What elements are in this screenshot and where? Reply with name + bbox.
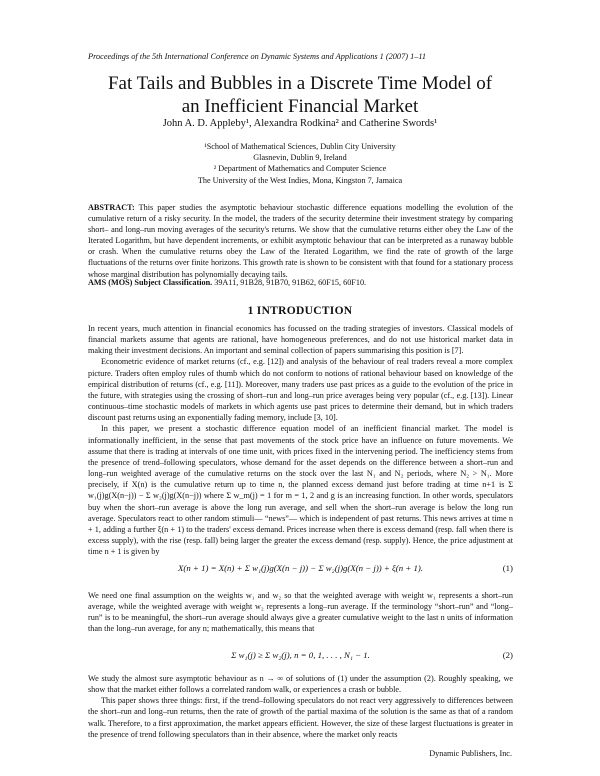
affiliation-line: ¹School of Mathematical Sciences, Dublin City University	[204, 142, 396, 151]
paragraph: We study the almost sure asymptotic behaviour as n → ∞ of solutions of (1) under the assumption (2). Roughly speaking, we show that the market either follows a correlated random walk, or experiences a crash or bubble.	[88, 674, 513, 695]
closing-paragraphs	[88, 673, 513, 740]
paragraph: In recent years, much attention in financial economics has focussed on the trading strategies of investors. Classical models of financial markets assume that agents are rational, have homogeneous preferences, and do not use historical market data in making their investment decisions. An important and seminal collection of papers summarising this position is [7].	[88, 324, 513, 356]
section-heading: 1 INTRODUCTION	[247, 305, 353, 317]
ams-classification	[88, 278, 513, 287]
equation-1-number: (1)	[502, 563, 513, 573]
affiliations	[0, 141, 600, 186]
paragraph: This paper shows three things: first, if the trend–following speculators do not react very aggressively to differences between the short–run and long–run returns, then the rate of growth of the partial maxima of the solution is the same as that of a random walk. Therefore, to a first approximation, the market appears efficient. However, the size of these largest fluctuations is greater in the presence of trend following speculators than in their absence, where the market only reacts	[88, 696, 513, 739]
equation-1-text: X(n + 1) = X(n) + Σ w₁(j)g(X(n − j)) − Σ w₂(j)g(X(n − j)) + ξ(n + 1).	[178, 563, 423, 573]
paper-title	[0, 72, 600, 118]
equation-1	[88, 563, 513, 573]
equation-2-number: (2)	[502, 650, 513, 660]
equation-2	[88, 650, 513, 660]
running-header: Proceedings of the 5th International Conference on Dynamic Systems and Applications 1 (2007) 1–11	[88, 52, 427, 61]
title-line-2: an Inefficient Financial Market	[181, 96, 419, 117]
affiliation-line: ² Department of Mathematics and Computer Science	[213, 164, 387, 174]
paragraph: In this paper, we present a stochastic difference equation model of an inefficient financial market. The model is informationally inefficient, in the sense that past movements of the stock price have an influence on future movements. We assume that there is trading at intervals of one time unit, with prices fixed in the intervening period. The inefficiency stems from the presence of trend–following speculators, whose demand for the asset depends on the difference between a short–run and long–run weighted average of the cumulative returns on the stock over the last N₁ and N₂ periods, where N₂ > N₁. More precisely, if X(n) is the cumulative return up to time n, the planned excess demand just before trading at time n+1 is Σ w₁(j)g(X(n−j)) − Σ w₂(j)g(X(n−j)) where Σ w_m(j) = 1 for m = 1, 2 and g is an increasing function. In other words, speculators buy when the short–run average is above the long run average, and sell when the short–run average is below the long run average. Speculators react to other random stimuli— “news”— which is independent of past returns. This news arrives at time n + 1, adding a further ξ(n + 1) to the traders' excess demand. Prices increase when there is excess demand (resp. fall when there is excess supply), with the rise (resp. fall) being larger the greater the excess demand (resp. supply). Hence, the price adjustment at time n + 1 is given by	[88, 424, 513, 557]
affiliation-line: The University of the West Indies, Mona, Kingston 7, Jamaica	[197, 175, 403, 185]
affiliation-line: Glasnevin, Dublin 9, Ireland	[253, 153, 347, 163]
paragraph: We need one final assumption on the weights w₁ and w₂ so that the weighted average with weight w₁ represents a short–run average, while the weighted average with weight w₂ represents a long–run average. If the terminology “short–run” and “long–run” is to be meaningful, the short–run average should always give a greater cumulative weight to the last n units of information than the long–run average, for any n; mathematically, this means that	[88, 591, 513, 634]
abstract-label: ABSTRACT:	[88, 203, 135, 212]
paragraph: Econometric evidence of market returns (cf., e.g. [12]) and analysis of the behaviour of real traders reveal a more complex picture. Traders often employ rules of thumb which do not conform to notions of rational behaviour based on knowledge of the empirical distribution of returns (cf., e.g. [11]). Moreover, many traders use past prices as a guide to the evolution of the price in the future, with strategies using the crossing of short–run and long–run price averages being very popular (cf., e.g. [13]). Linear continuous–time stochastic models of markets in which agents use past prices to determine their demand, but in which traders discount past returns using an exponentially fading memory, include [3, 10].	[88, 357, 513, 423]
paragraph-after-eq1	[88, 590, 513, 635]
abstract	[88, 202, 513, 280]
equation-2-text: Σ w₁(j) ≥ Σ w₂(j), n = 0, 1, . . . , N₁ − 1.	[231, 650, 370, 660]
publisher-footer: Dynamic Publishers, Inc.	[429, 749, 512, 758]
ams-codes: 39A11, 91B28, 91B70, 91B62, 60F15, 60F10.	[212, 278, 367, 287]
abstract-text: This paper studies the asymptotic behaviour stochastic difference equations modelling the evolution of the cumulative return of a risky security. In the model, the traders of the security determine their investment strategy by comparing short– and long–run moving averages of the security's returns. We show that the cumulative returns either obey the Law of the Iterated Logarithm, but have dependent increments, or exhibit asymptotic behaviour that can be interpreted as a runaway bubble or crash. When the cumulative returns obey the Law of the Iterated Logarithm, we find the rate of growth of the large fluctuations of the returns over finite horizons. This growth rate is shown to be consistent with that found for a stationary process whose marginal distribution has polynomially decaying tails.	[88, 203, 513, 279]
ams-label: AMS (MOS) Subject Classification.	[88, 278, 213, 287]
title-line-1: Fat Tails and Bubbles in a Discrete Time Model of	[107, 73, 493, 94]
introduction-body	[88, 323, 513, 557]
authors: John A. D. Appleby¹, Alexandra Rodkina² and Catherine Swords¹	[162, 118, 438, 129]
